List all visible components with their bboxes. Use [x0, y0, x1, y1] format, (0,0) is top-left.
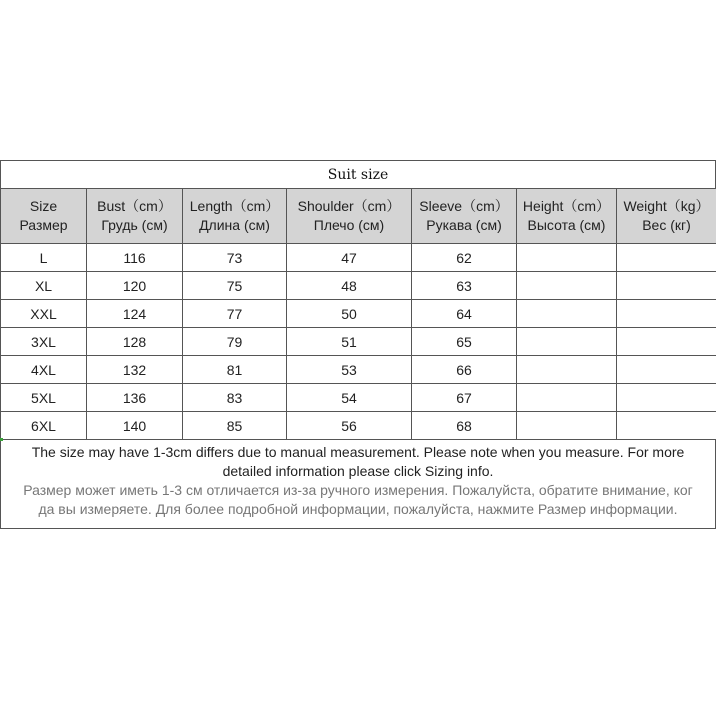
cell-length: 85	[183, 412, 287, 440]
cell-size: XL	[1, 272, 87, 300]
cell-bust: 124	[87, 300, 183, 328]
measurement-note	[0, 440, 716, 529]
cell-shoulder: 56	[287, 412, 412, 440]
cell-bust: 132	[87, 356, 183, 384]
cell-size: 4XL	[1, 356, 87, 384]
cell-size: 5XL	[1, 384, 87, 412]
cell-height	[517, 300, 617, 328]
cell-size: 6XL	[1, 412, 87, 440]
header-shoulder: Shoulder（cm） Плечо (см)	[287, 189, 412, 244]
cell-bust: 120	[87, 272, 183, 300]
cell-weight	[617, 356, 716, 384]
header-height: Height（cm） Высота (см)	[517, 189, 617, 244]
header-size: Size Размер	[1, 189, 87, 244]
cell-sleeve: 64	[412, 300, 517, 328]
cell-shoulder: 54	[287, 384, 412, 412]
table-row	[1, 300, 716, 328]
table-row	[1, 272, 716, 300]
cell-size: L	[1, 244, 87, 272]
cell-size: XXL	[1, 300, 87, 328]
cell-weight	[617, 384, 716, 412]
cell-shoulder: 48	[287, 272, 412, 300]
cell-shoulder: 47	[287, 244, 412, 272]
table-row	[1, 328, 716, 356]
cell-length: 73	[183, 244, 287, 272]
note-english-line-2: detailed information please click Sizing info.	[222, 463, 494, 479]
chart-title: Suit size	[0, 160, 716, 189]
note-english	[1, 440, 715, 481]
note-russian	[1, 481, 715, 519]
cell-height	[517, 412, 617, 440]
cell-weight	[617, 272, 716, 300]
cell-sleeve: 63	[412, 272, 517, 300]
table-row	[1, 384, 716, 412]
cell-weight	[617, 328, 716, 356]
cell-shoulder: 51	[287, 328, 412, 356]
cell-length: 81	[183, 356, 287, 384]
size-chart	[0, 160, 716, 529]
header-sleeve: Sleeve（cm） Рукава (см)	[412, 189, 517, 244]
cell-height	[517, 384, 617, 412]
size-table	[0, 188, 716, 440]
cell-sleeve: 67	[412, 384, 517, 412]
cell-sleeve: 62	[412, 244, 517, 272]
cell-height	[517, 356, 617, 384]
cell-bust: 128	[87, 328, 183, 356]
note-english-line-1: The size may have 1-3cm differs due to manual measurement. Please note when you measure. For more	[31, 444, 685, 460]
cell-bust: 136	[87, 384, 183, 412]
header-weight: Weight（kg） Вес (кг)	[617, 189, 716, 244]
corner-marker	[0, 438, 3, 441]
cell-bust: 116	[87, 244, 183, 272]
cell-size: 3XL	[1, 328, 87, 356]
cell-sleeve: 68	[412, 412, 517, 440]
table-row	[1, 412, 716, 440]
cell-length: 75	[183, 272, 287, 300]
cell-height	[517, 328, 617, 356]
cell-shoulder: 53	[287, 356, 412, 384]
note-russian-line-1: Размер может иметь 1-3 см отличается из-за ручного измерения. Пожалуйста, обратите внимание, ког	[23, 482, 693, 498]
cell-length: 83	[183, 384, 287, 412]
header-row	[1, 189, 716, 244]
cell-bust: 140	[87, 412, 183, 440]
cell-weight	[617, 244, 716, 272]
header-length: Length（cm） Длина (см)	[183, 189, 287, 244]
cell-height	[517, 244, 617, 272]
cell-height	[517, 272, 617, 300]
cell-shoulder: 50	[287, 300, 412, 328]
cell-sleeve: 65	[412, 328, 517, 356]
table-row	[1, 356, 716, 384]
cell-sleeve: 66	[412, 356, 517, 384]
cell-weight	[617, 412, 716, 440]
table-row	[1, 244, 716, 272]
cell-weight	[617, 300, 716, 328]
cell-length: 79	[183, 328, 287, 356]
note-russian-line-2: да вы измеряете. Для более подробной информации, пожалуйста, нажмите Размер информации.	[38, 501, 678, 517]
header-bust: Bust（cm） Грудь (см)	[87, 189, 183, 244]
cell-length: 77	[183, 300, 287, 328]
